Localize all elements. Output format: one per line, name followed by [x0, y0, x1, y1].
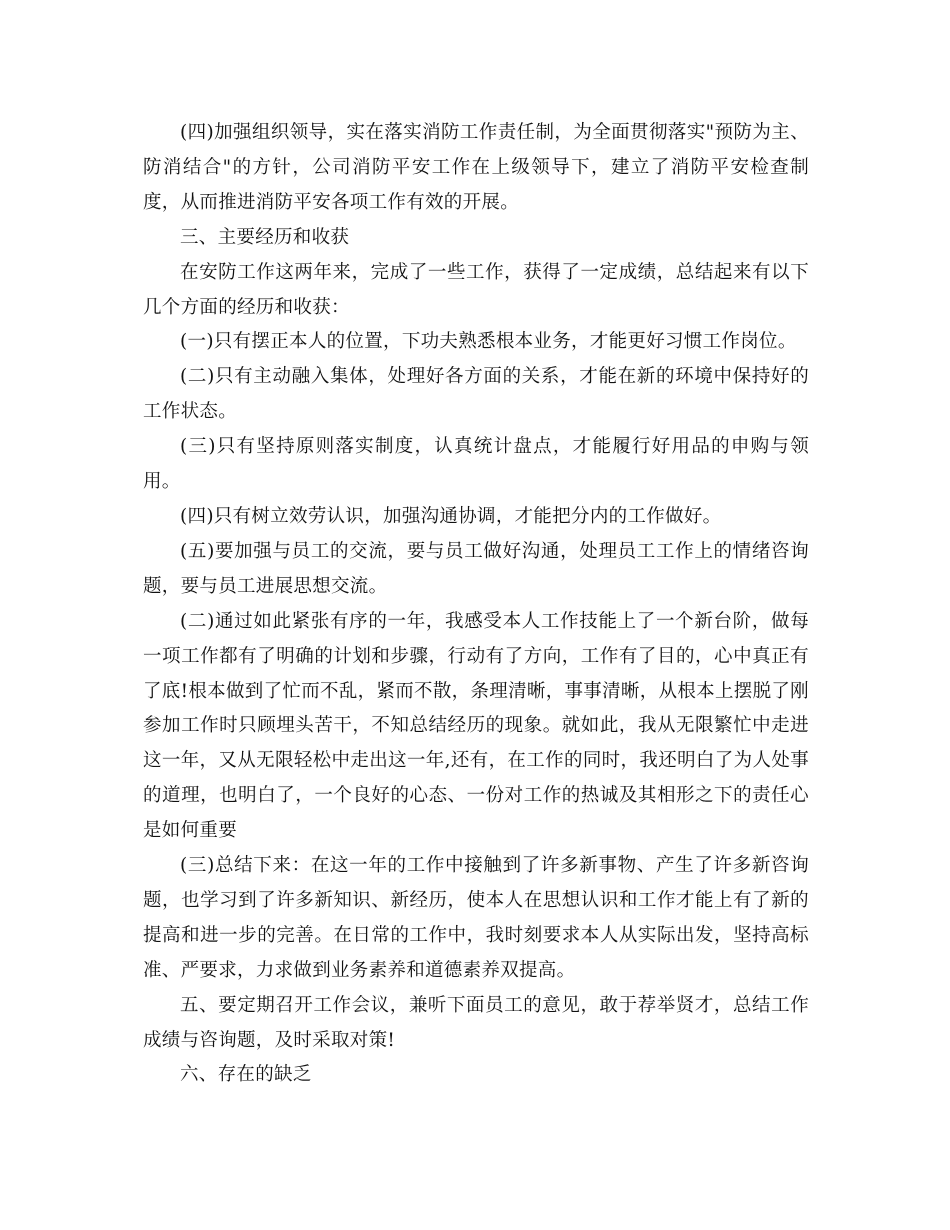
list-item-collective: (二)只有主动融入集体，处理好各方面的关系，才能在新的环境中保持好的工作状态。	[143, 366, 809, 423]
paragraph-experience-intro: 在安防工作这两年来，完成了一些工作，获得了一定成绩，总结起来有以下几个方面的经历和收获：	[143, 261, 809, 318]
section-heading-experience: 三、主要经历和收获	[180, 226, 350, 248]
paragraph-year-review: (二)通过如此紧张有序的一年，我感受本人工作技能上了一个新台阶，做每一项工作都有了明确的计划和步骤，行动有了方向，工作有了目的，心中真正有了底!根本做到了忙而不乱，紧而不散，条理清晰，事事清晰，从根本上摆脱了刚参加工作时只顾埋头苦干，不知总结经历的现象。就如此，我从无限繁忙中走进这一年，又从无限轻松中走出这一年,还有，在工作的同时，我还明白了为人处事的道理，也明白了，一个良好的心态、一份对工作的热诚及其相形之下的责任心是如何重要	[143, 610, 809, 842]
paragraph-fire-safety-leadership: (四)加强组织领导，实在落实消防工作责任制，为全面贯彻落实"预防为主、防消结合"的方针，公司消防平安工作在上级领导下，建立了消防平安检查制度，从而推进消防平安各项工作有效的开展。	[143, 122, 809, 213]
list-item-position: (一)只有摆正本人的位置，下功夫熟悉根本业务，才能更好习惯工作岗位。	[180, 331, 797, 353]
section-heading-shortcomings: 六、存在的缺乏	[180, 1064, 312, 1086]
document-body	[143, 116, 809, 1093]
list-item-principles: (三)只有坚持原则落实制度，认真统计盘点，才能履行好用品的申购与领用。	[143, 436, 809, 493]
paragraph-meetings: 五、要定期召开工作会议，兼听下面员工的意见，敢于荐举贤才，总结工作成绩与咨询题，及时采取对策!	[143, 994, 809, 1051]
paragraph-summary: (三)总结下来：在这一年的工作中接触到了许多新事物、产生了许多新咨询题，也学习到了许多新知识、新经历，使本人在思想认识和工作才能上有了新的提高和进一步的完善。在日常的工作中，我时刻要求本人从实际出发，坚持高标准、严要求，力求做到业务素养和道德素养双提高。	[143, 855, 809, 981]
list-item-communication: (五)要加强与员工的交流，要与员工做好沟通，处理员工工作上的情绪咨询题，要与员工进展思想交流。	[143, 540, 809, 597]
list-item-service: (四)只有树立效劳认识，加强沟通协调，才能把分内的工作做好。	[180, 505, 722, 527]
